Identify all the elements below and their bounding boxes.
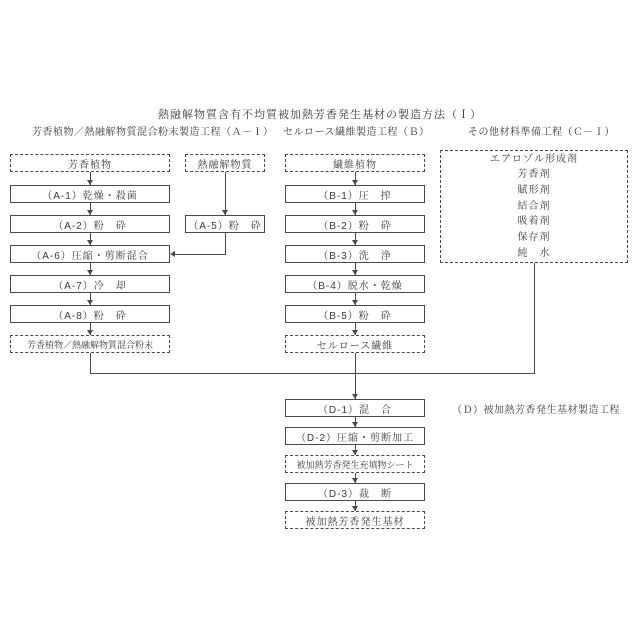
connector-merge-bus (90, 373, 535, 374)
arrowhead-down-icon (352, 394, 358, 399)
arrowhead-down-icon (222, 210, 228, 215)
arrowhead-down-icon (352, 180, 358, 185)
arrowhead-down-icon (352, 210, 358, 215)
diagram-title: 熱融解物質含有不均質被加熱芳香発生基材の製造方法（Ｉ） (158, 109, 482, 121)
box-d1-mix: （D-1）混 合 (285, 399, 425, 417)
material-aerosol-forming-agent: エアロゾル形成剤 (490, 153, 578, 165)
box-fiber-plant: 繊維植物 (285, 154, 425, 172)
arrowhead-down-icon (87, 300, 93, 305)
arrowhead-down-icon (352, 330, 358, 335)
arrowhead-down-icon (87, 270, 93, 275)
box-b3-wash: （B-3）洗 浄 (285, 245, 425, 263)
connector-c-merge (534, 263, 535, 373)
arrowhead-down-icon (87, 210, 93, 215)
box-a2-pulverize: （A-2）粉 砕 (10, 215, 170, 233)
box-b1-press: （B-1）圧 搾 (285, 185, 425, 203)
connector-a5-drop (225, 233, 226, 254)
arrowhead-down-icon (352, 506, 358, 511)
box-cellulose-fiber: セルロース繊維 (285, 335, 425, 353)
arrowhead-down-icon (352, 270, 358, 275)
box-heated-aroma-filler-sheet: 被加熱芳香発生充填物シート (285, 455, 425, 473)
material-preservative: 保存剤 (517, 232, 551, 244)
box-a6-compress-shear-mix: （A-6）圧縮・剪断混合 (10, 245, 170, 263)
box-a1-drying-sterilization: （A-1）乾燥・殺菌 (10, 185, 170, 203)
box-heat-melting-substance: 熱融解物質 (185, 154, 265, 172)
column-b-header: セルロース繊維製造工程（Ｂ） (283, 127, 430, 138)
material-excipient: 賦形剤 (517, 184, 551, 196)
box-aromatic-plant: 芳香植物 (10, 154, 170, 172)
connector-b-to-d1 (355, 353, 356, 399)
arrowhead-down-icon (352, 300, 358, 305)
connector-melt-a5 (225, 172, 226, 215)
material-adsorbent: 吸着剤 (517, 216, 551, 228)
column-a-header: 芳香植物／熱融解物質混合粉末製造工程（Ａ－Ｉ） (32, 127, 274, 138)
arrowhead-left-icon (170, 251, 175, 257)
box-a7-cooling: （A-7）冷 却 (10, 275, 170, 293)
box-d2-compress-shear-process: （D-2）圧縮・剪断加工 (285, 427, 425, 445)
box-d3-cut: （D-3）裁 断 (285, 483, 425, 501)
material-aromatic-agent: 芳香剤 (517, 169, 551, 181)
connector-a-merge (90, 353, 91, 373)
arrowhead-down-icon (352, 450, 358, 455)
arrowhead-down-icon (87, 330, 93, 335)
arrowhead-down-icon (352, 240, 358, 245)
box-b5-pulverize: （B-5）粉 砕 (285, 305, 425, 323)
material-pure-water: 純 水 (517, 247, 551, 259)
box-aroma-melt-mixed-powder: 芳香植物／熱融解物質混合粉末 (10, 335, 170, 353)
d-section-label: （Ｄ）被加熱芳香発生基材製造工程 (452, 405, 620, 416)
box-b4-dewater-dry: （B-4）脱水・乾燥 (285, 275, 425, 293)
box-heated-aroma-substrate: 被加熱芳香発生基材 (285, 511, 425, 529)
column-c-header: その他材料準備工程（Ｃ－Ｉ） (468, 127, 615, 138)
box-a5-pulverize: （A-5）粉 砕 (185, 215, 265, 233)
material-binder: 結合剤 (517, 200, 551, 212)
box-other-materials (440, 150, 628, 263)
arrowhead-down-icon (87, 240, 93, 245)
arrowhead-down-icon (352, 478, 358, 483)
box-a8-pulverize: （A-8）粉 砕 (10, 305, 170, 323)
arrowhead-down-icon (352, 422, 358, 427)
arrowhead-down-icon (87, 180, 93, 185)
connector-a5-a6 (175, 254, 226, 255)
box-b2-pulverize: （B-2）粉 砕 (285, 215, 425, 233)
